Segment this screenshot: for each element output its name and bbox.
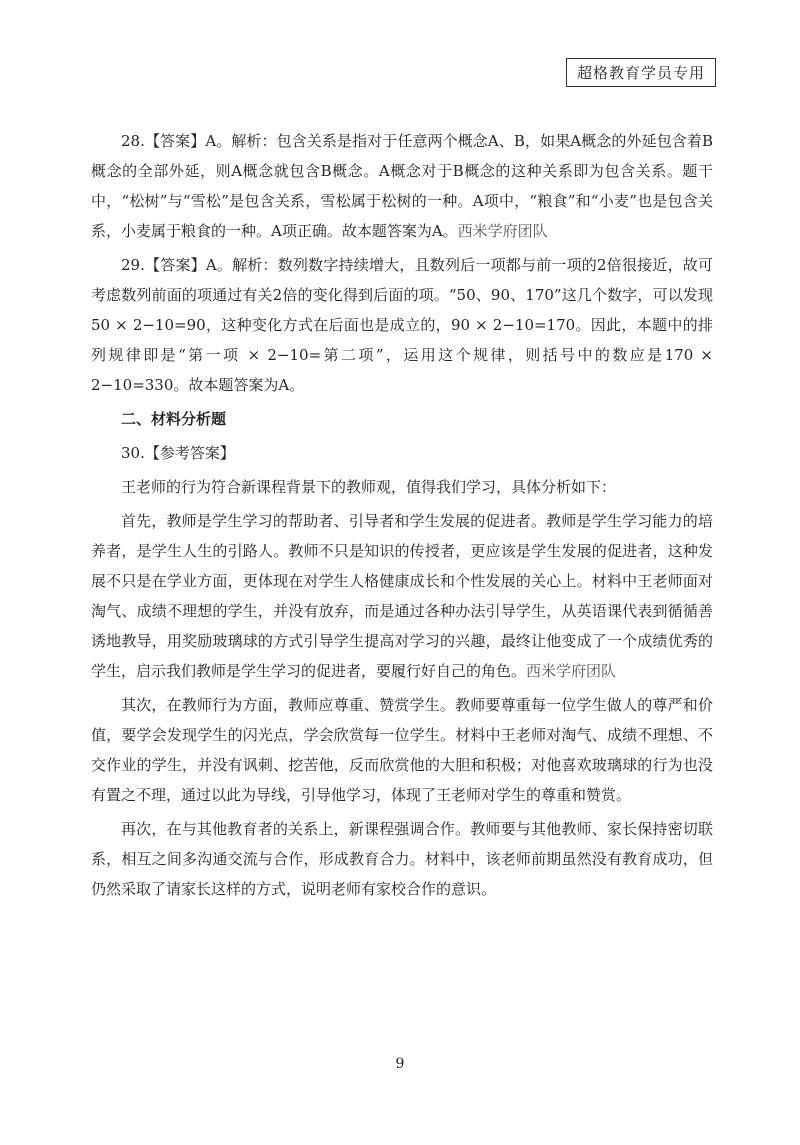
page-number: 9 <box>395 1056 405 1072</box>
point-1-text: 首先，教师是学生学习的帮助者、引导者和学生发展的促进者。教师是学生学习能力的培养者，是学生人生的引路人。教师不只是知识的传授者，更应该是学生发展的促进者，这种发展不只是在学业方面，更体现在对学生人格健康成长和个性发展的关心上。材料中王老师面对淘气、成绩不理想的学生，并没有放弃，而是通过各种办法引导学生，从英语课代表到循循善诱地教导，用奖励玻璃球的方式引导学生提高对学习的兴趣，最终让他变成了一个成绩优秀的学生，启示我们教师是学生学习的促进者，要履行好自己的角色。 <box>91 512 713 680</box>
header-label: 超格教育学员专用 <box>576 64 705 82</box>
answer-30-point-1 <box>91 506 713 686</box>
answer-30-point-3: 再次，在与其他教育者的关系上，新课程强调合作。教师要与其他教师、家长保持密切联系，相互之间多沟通交流与合作，形成教育合力。材料中，该老师前期虽然没有教育成功，但仍然采取了请家长这样的方式，说明老师有家校合作的意识。 <box>91 820 713 898</box>
header-label-box <box>566 58 716 87</box>
answer-30-label: 30.【参考答案】 <box>121 444 235 462</box>
section-heading: 二、材料分析题 <box>121 410 227 428</box>
document-body <box>91 126 713 908</box>
watermark-text: 西米学府团队 <box>526 662 617 680</box>
watermark-text: 西米学府团队 <box>457 222 548 240</box>
answer-29-paragraph: 29.【答案】A。解析：数列数字持续增大，且数列后一项都与前一项的2倍很接近，故可考虑数列前面的项通过有关2倍的变化得到后面的项。“50、90、170”这几个数字，可以发现50 × 2−10=90，这种变化方式在后面也是成立的，90 × 2−10=170。因此，本题中的排列规律即是“第一项 × 2−10=第二项”，运用这个规律，则括号中的数应是170 × 2−10=330。故本题答案为A。 <box>91 256 713 394</box>
answer-30-intro: 王老师的行为符合新课程背景下的教师观，值得我们学习，具体分析如下： <box>121 478 617 496</box>
answer-28-paragraph <box>91 126 713 246</box>
answer-30-point-2: 其次，在教师行为方面，教师应尊重、赞赏学生。教师要尊重每一位学生做人的尊严和价值，要学会发现学生的闪光点，学会欣赏每一位学生。材料中王老师对淘气、成绩不理想、不交作业的学生，并没有讽刺、挖苦他，反而欣赏他的大胆和积极；对他喜欢玻璃球的行为也没有置之不理，通过以此为导线，引导他学习，体现了王老师对学生的尊重和赞赏。 <box>91 696 713 804</box>
answer-28-text: 28.【答案】A。解析：包含关系是指对于任意两个概念A、B，如果A概念的外延包含着B概念的全部外延，则A概念就包含B概念。A概念对于B概念的这种关系即为包含关系。题干中，“松树”与“雪松”是包含关系，雪松属于松树的一种。A项中，“粮食”和“小麦”也是包含关系，小麦属于粮食的一种。A项正确。故本题答案为A。 <box>91 132 713 240</box>
